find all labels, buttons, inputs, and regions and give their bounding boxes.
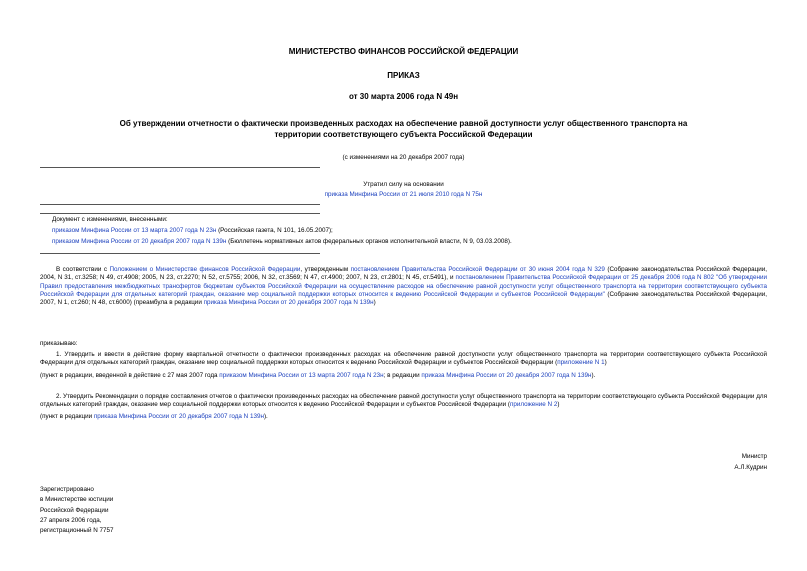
item-2-note-link-139n[interactable]: приказа Минфина России от 20 декабря 2007 года N 139н (93, 413, 264, 420)
ministry-title: МИНИСТЕРСТВО ФИНАНСОВ РОССИЙСКОЙ ФЕДЕРАЦИИ (288, 47, 519, 56)
doc-type: ПРИКАЗ (387, 71, 420, 80)
divider (40, 213, 320, 214)
order-word: приказываю: (40, 340, 78, 347)
item-1-note-text: ; в редакции (383, 372, 422, 379)
registration-block (40, 486, 114, 535)
registration-line: Зарегистрировано (40, 486, 94, 493)
item-2-note-text: (пункт в редакции (40, 413, 94, 420)
doc-title: Об утверждении отчетности о фактически произведенных расходах на обеспечение равной доступности услуг общественного транспорта на территории соответствующего субъекта Российской Федерации (119, 119, 688, 139)
divider (40, 253, 320, 254)
changes-item-1-text: (Российская газета, N 101, 16.05.2007); (216, 227, 333, 234)
preamble-link-resolution-802[interactable]: постановлением Правительства Российской Федерации от 25 декабря 2006 года N 802 "Об утверждении Правил предоставления межбюджетных трансфертов бюджетам субъектов Российской Федерации на осуществление расходов на обеспечение равной доступности услуг общественного транспорта на территории соответствующего субъекта Российской Федерации для отдельных категорий граждан, оказание мер социальной поддержки которых относится к ведению Российской Федерации и субъектов Российской Федерации" (40, 274, 767, 298)
repeal-text: Утратил силу на основании (363, 181, 444, 188)
item-1-note-link-23n[interactable]: приказом Минфина России от 13 марта 2007 года N 23н (219, 372, 384, 379)
registration-line: в Министерстве юстиции (40, 496, 114, 504)
item-2-text: 2. Утвердить Рекомендации о порядке составления отчетов о фактически произведенных расходах на обеспечение равной доступности услуг общественного транспорта на территории соответствующего субъекта Российской Федерации для отдельных категорий граждан, оказание мер социальной поддержки которых относится к ведению Российской Федерации и субъектов Российской Федерации ( (40, 393, 767, 409)
preamble-text: В соответствии с (56, 266, 110, 273)
preamble-text: , утвержденным (300, 266, 351, 273)
item-2-edition-note (40, 413, 767, 421)
item-2-note-text: ). (263, 413, 268, 420)
order-item-1 (40, 351, 767, 368)
preamble-link-regulation[interactable]: Положением о Министерстве финансов Российской Федерации (109, 266, 301, 273)
changes-intro: Документ с изменениями, внесенными: (52, 216, 168, 223)
item-1-edition-note (40, 372, 767, 380)
preamble-text: (Собрание законодательства Российской Федерации, 2004, N 31, ст.3258; N 49, ст.4908; 2005, N 23, ст.2270; N 52, ст.5755; 2006, N 32, ст.3569; N 47, ст.4900; 2007, N 23, ст.2801; N 45, ст.5491), и (40, 266, 767, 282)
changes-item-1-link[interactable]: приказом Минфина России от 13 марта 2007 года N 23н (52, 227, 217, 234)
registration-line: регистрационный N 7757 (40, 527, 114, 535)
registration-line: 27 апреля 2006 года, (40, 516, 102, 524)
amendments-note: (с изменениями на 20 декабря 2007 года) (342, 154, 465, 161)
item-1-note-link-139n[interactable]: приказа Минфина России от 20 декабря 2007 года N 139н (421, 372, 592, 379)
preamble-paragraph (40, 266, 767, 307)
changes-item-2-text: (Бюллетень нормативных актов федеральных органов исполнительной власти, N 9, 03.03.2008). (226, 238, 512, 245)
item-1-note-text: (пункт в редакции, введенной в действие с 27 мая 2007 года (40, 372, 220, 379)
changes-item-2 (52, 238, 512, 246)
item-1-text: 1. Утвердить и ввести в действие форму квартальной отчетности о фактически произведенных расходах на обеспечение равной доступности услуг общественного транспорта на территории соответствующего субъекта Российской Федерации для отдельных категорий граждан, оказание мер социальной поддержки которых относится к ведению Российской Федерации и субъектов Российской Федерации ( (40, 351, 767, 367)
signature-name: А.Л.Кудрин (734, 464, 767, 471)
repeal-link[interactable]: приказа Минфина России от 21 июля 2010 года N 75н (324, 191, 483, 198)
item-1-appendix-link[interactable]: приложение N 1 (557, 359, 605, 367)
divider (40, 204, 320, 205)
preamble-text: (Собрание законодательства Российской Федерации, 2007, N 1, ст.260; N 48, ст.6000) (преамбула в редакции (40, 290, 768, 307)
changes-item-2-link[interactable]: приказом Минфина России от 20 декабря 2007 года N 139н (52, 238, 227, 245)
item-2-text: ) (557, 401, 560, 409)
item-2-appendix-link[interactable]: приложение N 2 (509, 401, 558, 409)
item-1-note-text: ). (591, 372, 596, 379)
divider (40, 167, 320, 168)
signature-position: Министр (741, 453, 767, 460)
preamble-link-resolution-329[interactable]: постановлением Правительства Российской Федерации от 30 июня 2004 года N 329 (350, 266, 605, 273)
changes-item-1 (52, 227, 333, 235)
order-item-2 (40, 393, 767, 410)
item-1-text: ) (604, 359, 607, 367)
preamble-text: ) (373, 299, 376, 307)
preamble-link-order-139n[interactable]: приказа Минфина России от 20 декабря 2007 года N 139н (203, 299, 374, 307)
registration-line: Российской Федерации (40, 506, 109, 514)
doc-date-number: от 30 марта 2006 года N 49н (348, 92, 459, 101)
